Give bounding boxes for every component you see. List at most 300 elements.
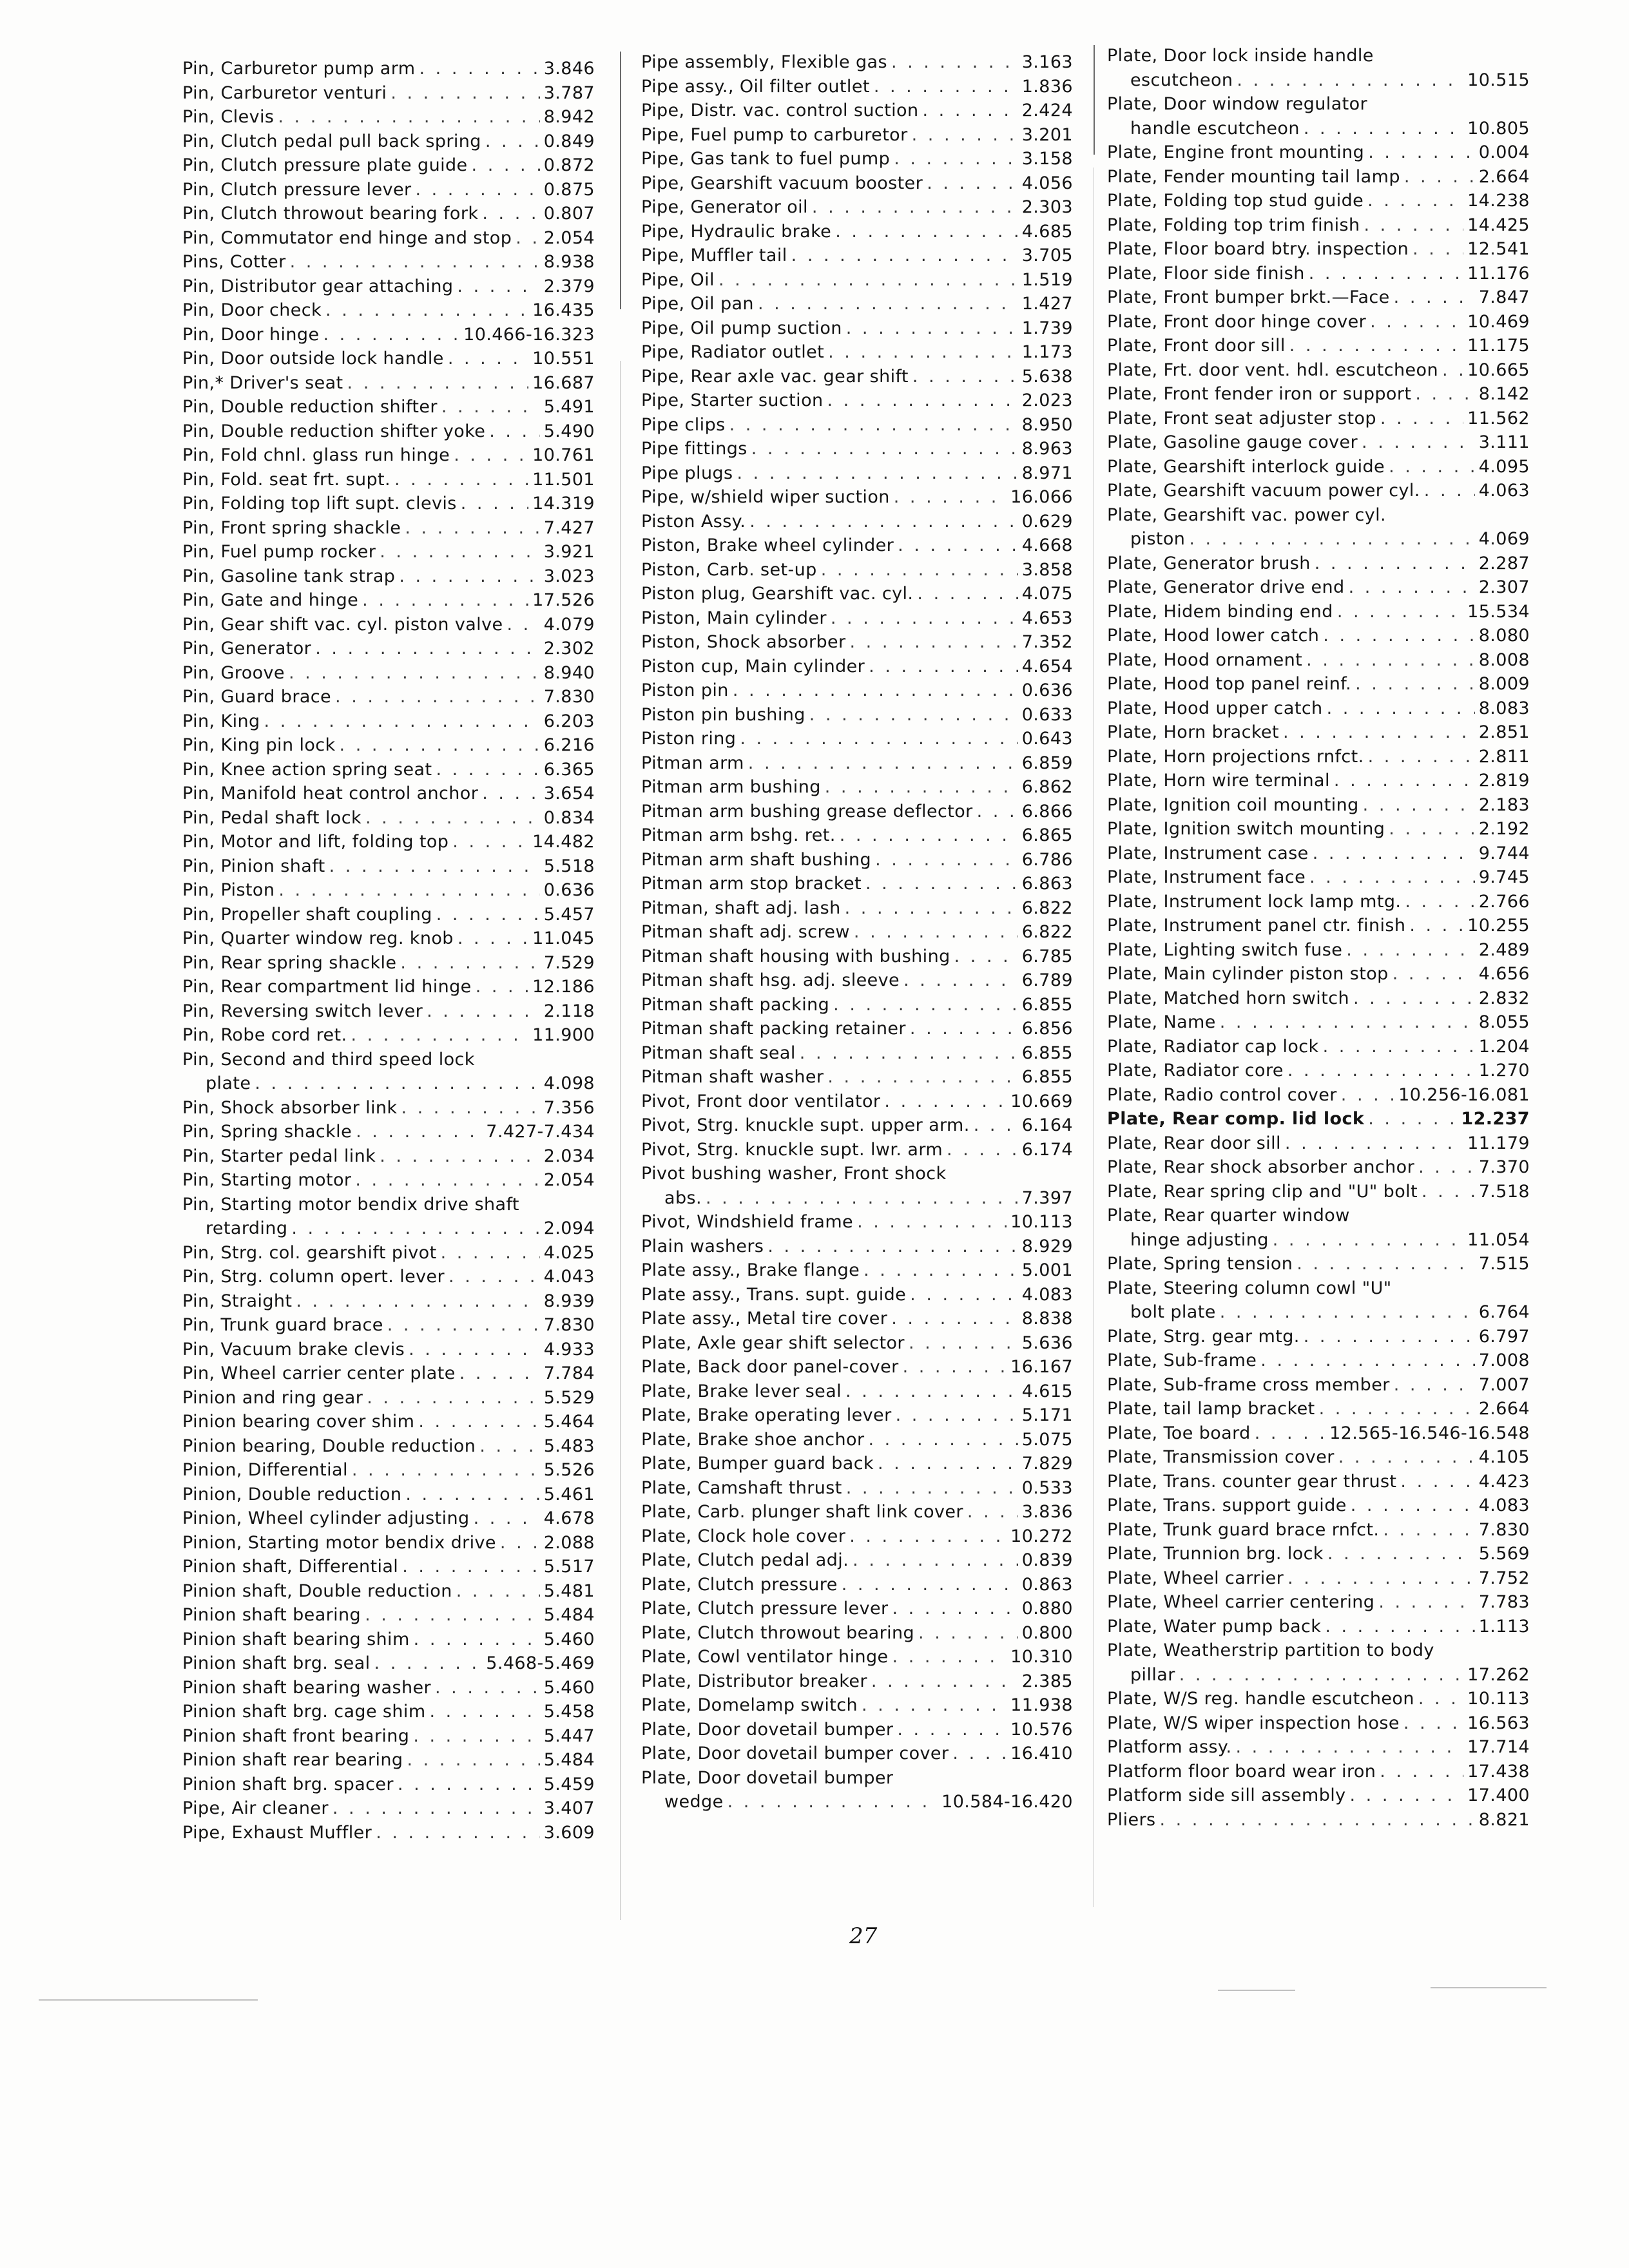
index-entry-label: Pipe plugs — [641, 463, 733, 483]
index-entry — [182, 709, 595, 734]
dot-leader — [923, 99, 1018, 123]
index-entry — [1107, 1155, 1530, 1180]
index-entry — [641, 920, 1073, 945]
index-entry — [1107, 1590, 1530, 1615]
index-entry-label: Pin, Clutch throwout bearing fork — [182, 204, 479, 224]
dot-leader — [947, 1138, 1018, 1162]
index-entry-label: Pitman shaft washer — [641, 1067, 824, 1087]
dot-leader — [1442, 358, 1463, 383]
index-entry-label: Plate, W/S reg. handle escutcheon — [1107, 1689, 1414, 1709]
index-entry-label: Pipe fittings — [641, 439, 747, 459]
index-entry — [182, 395, 595, 419]
index-entry — [641, 413, 1073, 437]
index-entry-label: Pin, Starting motor — [182, 1170, 352, 1190]
index-entry-reference: 2.088 — [543, 1532, 595, 1553]
index-entry — [641, 1090, 1073, 1114]
index-entry-label: Plate, Brake lever seal — [641, 1381, 842, 1401]
index-entry-reference: 10.761 — [532, 445, 595, 465]
index-entry-reference: 7.352 — [1021, 632, 1073, 652]
index-entry-reference: 0.875 — [543, 179, 595, 200]
dot-leader — [1368, 1107, 1457, 1131]
dot-leader — [459, 1361, 540, 1386]
dot-leader — [409, 1338, 540, 1362]
index-entry-reference: 6.855 — [1021, 1043, 1073, 1063]
index-entry-label: Pipe, Fuel pump to carburetor — [641, 124, 908, 145]
index-entry-label: Pipe, Generator oil — [641, 197, 808, 217]
index-entry — [641, 244, 1073, 268]
index-entry — [1107, 1421, 1530, 1446]
index-entry-label: Pitman arm bshg. ret. — [641, 825, 836, 845]
index-entry-label: Plate, Main cylinder piston stop — [1107, 964, 1389, 984]
index-entry — [1107, 575, 1530, 600]
dot-leader — [1418, 1687, 1463, 1711]
index-entry-reference: 5.483 — [543, 1436, 595, 1456]
index-entry — [182, 661, 595, 686]
index-entry — [1107, 1470, 1530, 1494]
index-entry-reference: 5.526 — [543, 1460, 595, 1480]
dot-leader — [846, 316, 1018, 341]
scan-smudge — [39, 1999, 258, 2001]
index-entry-label: Pin, Fuel pump rocker — [182, 542, 376, 562]
index-entry-label: Pipe, Starter suction — [641, 390, 824, 410]
dot-leader — [825, 775, 1018, 800]
index-entry-label: Pinion, Wheel cylinder adjusting — [182, 1508, 470, 1528]
index-entry-heading: Pin, Starting motor bendix drive shaft — [182, 1194, 519, 1215]
index-entry — [182, 298, 595, 323]
dot-leader — [1287, 1566, 1475, 1591]
index-entry-reference: 3.836 — [1021, 1502, 1073, 1522]
index-entry-label: Plate, Water pump back — [1107, 1616, 1322, 1637]
index-entry-label: Pin, Motor and lift, folding top — [182, 832, 449, 852]
index-entry — [641, 751, 1073, 776]
index-entry-reference: 3.654 — [543, 783, 595, 803]
dot-leader — [1364, 213, 1463, 238]
dot-leader — [874, 75, 1018, 99]
index-entry-label: piston — [1130, 529, 1186, 549]
index-entry-reference: 3.023 — [543, 566, 595, 586]
index-entry-reference: 11.501 — [532, 469, 595, 490]
index-entry-label: Pin, Guard brace — [182, 687, 332, 707]
index-entry — [182, 903, 595, 927]
index-entry-label: Pipe, Air cleaner — [182, 1798, 329, 1818]
index-entry-reference: 7.008 — [1478, 1350, 1530, 1370]
index-entry-label: Plate, tail lamp bracket — [1107, 1399, 1315, 1419]
index-entry-label: Pivot, Strg. knuckle supt. upper arm. — [641, 1115, 970, 1135]
index-entry — [1107, 986, 1530, 1011]
index-entry — [182, 105, 595, 130]
index-entry-label: Plate, Clutch throwout bearing — [641, 1622, 915, 1643]
index-entry — [641, 775, 1073, 800]
index-entry — [182, 1313, 595, 1338]
index-entry — [641, 1548, 1073, 1573]
index-entry-reference: 7.515 — [1478, 1254, 1530, 1274]
scan-smudge — [1218, 1990, 1295, 1991]
index-entry-reference: 0.800 — [1021, 1622, 1073, 1643]
index-entry — [1107, 890, 1530, 914]
dot-leader — [1306, 648, 1475, 673]
dot-leader — [809, 703, 1018, 727]
index-entry-reference: 17.400 — [1467, 1785, 1530, 1805]
index-entry — [641, 1065, 1073, 1090]
index-entry-reference: 2.811 — [1478, 746, 1530, 767]
index-entry-label: Plate, Generator brush — [1107, 553, 1311, 573]
index-entry-label: Plate, Horn projections rnfct. — [1107, 746, 1364, 767]
index-entry-label: Plate, Gasoline gauge cover — [1107, 432, 1358, 452]
index-entry — [1107, 1494, 1530, 1518]
index-entry-reference: 1.427 — [1021, 294, 1073, 314]
index-entry-reference: 2.023 — [1021, 390, 1073, 410]
index-entry-reference: 4.083 — [1021, 1284, 1073, 1305]
index-entry-reference: 3.407 — [543, 1798, 595, 1818]
index-entry-reference: 2.851 — [1478, 722, 1530, 742]
dot-leader — [1334, 769, 1475, 793]
index-entry — [641, 1041, 1073, 1066]
index-entry-label: Piston, Brake wheel cylinder — [641, 535, 894, 555]
index-entry-heading: Plate, Door lock inside handle — [1107, 46, 1374, 66]
index-entry-label: Plate, Trans. counter gear thrust — [1107, 1471, 1397, 1492]
index-entry — [182, 806, 595, 831]
dot-leader — [485, 130, 540, 154]
index-entry-reference: 9.745 — [1478, 867, 1530, 887]
index-entry-label: Pin, Rear compartment lid hinge — [182, 977, 472, 997]
index-entry-reference: 2.664 — [1478, 166, 1530, 187]
index-entry — [641, 1283, 1073, 1307]
index-entry-label: Pitman shaft packing retainer — [641, 1019, 906, 1039]
index-entry-label: Pipe, Gearshift vacuum booster — [641, 173, 923, 193]
dot-leader — [758, 292, 1018, 316]
index-entry-reference: 10.469 — [1467, 311, 1530, 332]
index-entry-label: Pipe, Distr. vac. control suction — [641, 101, 919, 120]
index-entry-label: Pipe assy., Oil filter outlet — [641, 76, 870, 97]
index-entry-reference: 4.668 — [1021, 535, 1073, 555]
index-entry-label: hinge adjusting — [1130, 1229, 1269, 1250]
index-entry — [1107, 407, 1530, 431]
index-entry — [1107, 624, 1530, 648]
index-entry-reference: 5.458 — [543, 1702, 595, 1722]
index-entry-label: Pivot, Strg. knuckle supt. lwr. arm — [641, 1139, 943, 1160]
dot-leader — [927, 171, 1018, 196]
index-entry-label: Pin, Double reduction shifter yoke — [182, 421, 486, 441]
index-entry — [641, 1742, 1073, 1766]
dot-leader — [849, 1524, 1007, 1549]
dot-leader — [1341, 1083, 1394, 1108]
index-entry — [1107, 1566, 1530, 1591]
index-entry — [641, 437, 1073, 461]
index-entry-label: Piston Assy. — [641, 511, 746, 532]
index-entry-label: Pin, Vacuum brake clevis — [182, 1339, 405, 1360]
dot-leader — [351, 1023, 528, 1048]
dot-leader — [1283, 720, 1475, 745]
index-entry — [182, 419, 595, 444]
index-entry-label: Pin, Carburetor venturi — [182, 82, 387, 103]
dot-leader — [751, 437, 1018, 461]
index-entry — [182, 613, 595, 637]
index-entry-reference: 4.079 — [543, 614, 595, 635]
dot-leader — [903, 1355, 1007, 1379]
dot-leader — [405, 1483, 539, 1507]
dot-leader — [894, 147, 1018, 171]
index-entry — [641, 75, 1073, 99]
dot-leader — [456, 1579, 540, 1604]
index-entry-reference: 16.410 — [1010, 1744, 1073, 1763]
index-entry-reference: 8.971 — [1021, 463, 1073, 483]
index-entry-label: Pin, Door check — [182, 300, 322, 320]
dot-leader — [278, 878, 539, 903]
dot-leader — [418, 1410, 539, 1434]
dot-leader — [875, 848, 1018, 872]
index-entry — [182, 1700, 595, 1724]
index-entry-reference: 4.095 — [1478, 456, 1530, 477]
index-entry — [1107, 358, 1530, 383]
dot-leader — [413, 1724, 539, 1749]
index-entry-label: Pin, Gate and hinge — [182, 590, 359, 610]
index-entry — [1107, 648, 1530, 673]
index-entry-label: abs. — [664, 1187, 702, 1208]
dot-leader — [1418, 1155, 1475, 1180]
dot-leader — [767, 1235, 1017, 1259]
dot-leader — [290, 250, 540, 274]
index-entry-reference: 1.519 — [1021, 269, 1073, 290]
index-entry-label: Pitman arm bushing grease deflector — [641, 801, 973, 822]
index-entry-label: Plate, Gearshift interlock guide — [1107, 456, 1385, 477]
index-entry-heading: Plate, Door window regulator — [1107, 94, 1368, 114]
dot-leader — [1304, 1325, 1475, 1349]
index-entry-label: Plate, Bumper guard back — [641, 1454, 874, 1474]
index-entry-reference: 7.830 — [543, 687, 595, 707]
index-entry-reference: 3.921 — [543, 542, 595, 562]
dot-leader — [1273, 1228, 1463, 1253]
dot-leader — [390, 81, 539, 106]
dot-leader — [1179, 1663, 1463, 1687]
index-entry-reference: 7.847 — [1478, 287, 1530, 307]
dot-leader — [1346, 938, 1474, 963]
index-entry-label: Pin, Strg. col. gearshift pivot — [182, 1242, 437, 1263]
index-entry-reference: 5.484 — [543, 1750, 595, 1770]
index-entry-label: Pipe, Oil — [641, 269, 715, 290]
dot-leader — [1349, 575, 1475, 600]
dot-leader — [1363, 793, 1475, 818]
index-entry — [641, 630, 1073, 655]
dot-leader — [1355, 672, 1475, 697]
index-entry-reference: 16.687 — [532, 372, 595, 393]
index-entry-label: Plate, Rear spring clip and "U" bolt — [1107, 1181, 1418, 1202]
dot-leader — [827, 1065, 1017, 1090]
index-entry-reference: 5.517 — [543, 1557, 595, 1577]
dot-leader — [415, 178, 539, 202]
index-entry-reference: 6.856 — [1021, 1019, 1073, 1039]
dot-leader — [325, 298, 528, 323]
dot-leader — [474, 1506, 540, 1531]
index-entry-reference: 4.069 — [1478, 529, 1530, 549]
index-entry-reference: 7.784 — [543, 1363, 595, 1383]
dot-leader — [380, 1144, 540, 1169]
index-entry-reference: 6.822 — [1021, 898, 1073, 918]
index-entry-label: Plate, Engine front mounting — [1107, 142, 1365, 162]
index-column-2 — [641, 50, 1073, 1814]
index-entry-reference: 10.551 — [532, 349, 595, 369]
index-entry-reference: 3.111 — [1478, 432, 1530, 452]
index-entry — [182, 443, 595, 468]
dot-leader — [1412, 237, 1463, 262]
dot-leader — [1405, 890, 1474, 914]
index-entry-reference: 4.685 — [1021, 221, 1073, 242]
dot-leader — [430, 1700, 540, 1724]
index-entry-reference: 4.063 — [1478, 481, 1530, 501]
index-entry — [1107, 1711, 1530, 1736]
index-entry-label: Pinion shaft brg. spacer — [182, 1774, 394, 1794]
index-entry-label: Pinion, Differential — [182, 1460, 348, 1480]
dot-leader — [1380, 1760, 1463, 1784]
index-entry-label: Plate, Door dovetail bumper cover — [641, 1744, 949, 1763]
index-entry-label: Pitman arm — [641, 753, 744, 773]
index-entry — [641, 1162, 1073, 1210]
index-entry-reference: 17.526 — [532, 590, 595, 610]
index-entry-label: Plate, Hood lower catch — [1107, 626, 1320, 646]
index-entry — [182, 927, 595, 951]
dot-leader — [1415, 382, 1474, 407]
dot-leader — [1351, 1494, 1475, 1518]
index-entry — [182, 1506, 595, 1531]
dot-leader — [748, 751, 1018, 776]
index-entry-reference: 0.629 — [1021, 511, 1073, 532]
dot-leader — [903, 968, 1018, 993]
index-entry — [182, 588, 595, 613]
index-entry-reference: 3.201 — [1021, 124, 1073, 145]
index-entry — [641, 678, 1073, 703]
index-entry — [182, 57, 595, 81]
index-entry-label: Pitman arm stop bracket — [641, 874, 862, 894]
index-entry-reference: 5.459 — [543, 1774, 595, 1794]
index-entry — [1107, 382, 1530, 407]
dot-leader — [718, 268, 1018, 293]
index-entry-label: Pin, Propeller shaft coupling — [182, 904, 432, 925]
index-entry — [1107, 455, 1530, 479]
dot-leader — [441, 1241, 540, 1265]
index-entry-label: Platform assy. — [1107, 1737, 1232, 1757]
index-entry-label: Pipe assembly, Flexible gas — [641, 52, 887, 72]
index-entry-label: Pipe, Gas tank to fuel pump — [641, 149, 891, 169]
dot-leader — [845, 896, 1018, 921]
dot-leader — [791, 244, 1018, 268]
index-entry-reference: 2.192 — [1478, 819, 1530, 839]
index-entry-label: Plate, Spring tension — [1107, 1254, 1293, 1274]
index-entry-reference: 0.839 — [1021, 1550, 1073, 1570]
dot-leader — [891, 50, 1018, 75]
index-entry-label: Plate, Instrument lock lamp mtg. — [1107, 891, 1402, 912]
index-entry — [182, 1289, 595, 1314]
index-entry-label: Pinion shaft front bearing — [182, 1725, 410, 1746]
index-entry-reference: 8.929 — [1021, 1236, 1073, 1256]
dot-leader — [1159, 1808, 1474, 1832]
index-entry — [182, 130, 595, 154]
index-entry-label: Piston cup, Main cylinder — [641, 656, 865, 677]
index-entry — [1107, 672, 1530, 697]
index-entry-label: Plate, Radio control cover — [1107, 1084, 1337, 1105]
index-entry-reference: 11.900 — [532, 1025, 595, 1045]
index-entry-label: Plate, Ignition coil mounting — [1107, 794, 1359, 815]
index-entry-reference: 2.385 — [1021, 1671, 1073, 1691]
index-entry-reference: 10.272 — [1010, 1526, 1073, 1546]
index-entry — [182, 1144, 595, 1169]
dot-leader — [414, 1628, 540, 1652]
index-entry — [182, 854, 595, 879]
index-entry-heading: Plate, Rear quarter window — [1107, 1206, 1350, 1225]
index-entry-label: Plate, Horn wire terminal — [1107, 771, 1330, 791]
index-entry-reference: 5.461 — [543, 1484, 595, 1504]
index-entry-reference: 5.529 — [543, 1387, 595, 1408]
index-entry-label: Plate, Back door panel-cover — [641, 1357, 899, 1377]
index-entry — [1107, 1518, 1530, 1542]
index-entry-label: Plate, Instrument face — [1107, 867, 1306, 887]
index-entry-label: Plate, Hood upper catch — [1107, 698, 1323, 718]
index-entry-label: Piston, Carb. set-up — [641, 559, 817, 580]
index-entry — [1107, 1083, 1530, 1108]
index-entry — [641, 1500, 1073, 1524]
index-entry — [641, 99, 1073, 123]
index-entry-reference: 9.744 — [1478, 843, 1530, 863]
index-entry — [182, 1096, 595, 1120]
index-entry — [182, 153, 595, 178]
index-entry-label: Pinion shaft bearing — [182, 1605, 361, 1625]
index-entry — [1107, 430, 1530, 455]
index-entry-reference: 5.481 — [543, 1581, 595, 1601]
index-entry — [182, 1338, 595, 1362]
dot-leader — [909, 1331, 1018, 1356]
index-entry-reference: 14.425 — [1467, 215, 1530, 235]
index-entry — [641, 533, 1073, 558]
dot-leader — [436, 758, 539, 782]
index-entry-reference: 14.319 — [532, 494, 595, 514]
index-entry-label: Plate, Brake operating lever — [641, 1405, 892, 1425]
index-entry-reference: 6.164 — [1021, 1115, 1073, 1135]
index-entry — [182, 1241, 595, 1265]
index-entry-label: Piston plug, Gearshift vac. cyl. — [641, 584, 914, 604]
index-entry — [641, 1258, 1073, 1283]
index-entry-label: Plate, Front door sill — [1107, 336, 1286, 356]
index-entry-label: Pipe, Hydraulic brake — [641, 221, 832, 242]
index-entry — [1107, 938, 1530, 963]
index-entry — [641, 1235, 1073, 1259]
index-entry — [1107, 189, 1530, 213]
index-entry — [1107, 841, 1530, 866]
dot-leader — [1338, 1445, 1475, 1470]
index-entry-label: pillar — [1130, 1664, 1175, 1685]
dot-leader — [419, 57, 539, 81]
index-entry-reference: 7.007 — [1478, 1374, 1530, 1395]
index-entry-label: Pinion shaft rear bearing — [182, 1750, 403, 1770]
dot-leader — [1235, 1735, 1463, 1760]
index-entry — [641, 1597, 1073, 1621]
index-entry-label: Plate, Wheel carrier centering — [1107, 1592, 1375, 1612]
index-entry-reference: 0.636 — [1021, 680, 1073, 700]
index-entry-label: Pivot, Front door ventilator — [641, 1091, 881, 1111]
dot-leader — [1403, 1711, 1463, 1736]
dot-leader — [1313, 841, 1475, 866]
index-entry — [182, 226, 595, 251]
index-entry — [182, 1193, 595, 1241]
index-entry-label: Pin, Gasoline tank strap — [182, 566, 396, 586]
index-entry-label: Pin, Pedal shaft lock — [182, 807, 361, 828]
index-entry-reference: 7.829 — [1021, 1454, 1073, 1474]
dot-leader — [1368, 745, 1475, 769]
index-entry-reference: 10.466-16.323 — [463, 324, 595, 345]
index-entry — [1107, 1397, 1530, 1421]
index-entry-label: Plate assy., Trans. supt. guide — [641, 1284, 907, 1305]
index-entry — [182, 1483, 595, 1507]
index-entry-label: Plate, Toe board — [1107, 1423, 1251, 1443]
index-entry — [182, 1628, 595, 1652]
dot-leader — [355, 1168, 539, 1193]
